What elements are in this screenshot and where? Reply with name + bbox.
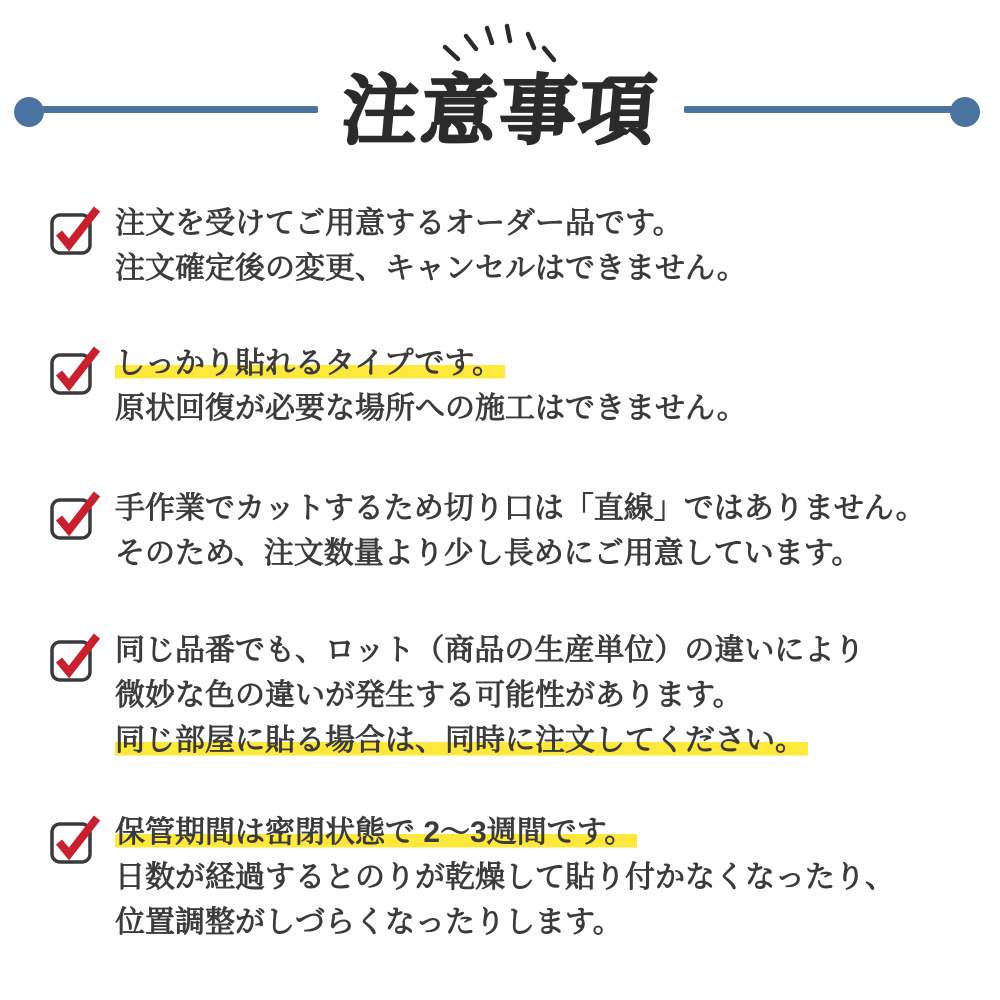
checkbox-checked-icon — [48, 489, 102, 541]
note-lines — [115, 486, 985, 576]
note-line: 同じ品番でも、ロット（商品の生産単位）の違いにより — [115, 634, 865, 667]
divider-dot-right — [950, 97, 980, 127]
note-item — [48, 201, 985, 291]
burst-rays-icon — [428, 18, 568, 66]
note-line: 微妙な色の違いが発生する可能性があります。 — [115, 679, 743, 712]
note-line: 手作業でカットするため切り口は「直線」ではありません。 — [115, 492, 926, 525]
note-line-highlighted: しっかり貼れるタイプです。 — [115, 347, 505, 380]
note-item — [48, 810, 985, 945]
note-lines — [115, 810, 985, 945]
note-line: 原状回復が必要な場所への施工はできません。 — [115, 392, 747, 425]
note-item — [48, 341, 985, 431]
note-line: 日数が経過するとのりが乾燥して貼り付かなくなったり、 — [115, 861, 895, 894]
note-item — [48, 486, 985, 576]
page-title: 注意事項 — [338, 69, 662, 154]
note-line: 注文確定後の変更、キャンセルはできません。 — [115, 252, 747, 285]
note-lines — [115, 201, 985, 291]
note-line: そのため、注文数量より少し長めにご用意しています。 — [115, 537, 862, 570]
checkbox-checked-icon — [48, 204, 102, 256]
checkbox-checked-icon — [48, 631, 102, 683]
note-lines — [115, 628, 985, 763]
note-line-highlighted: 同じ部屋に貼る場合は、同時に注文してください。 — [115, 724, 808, 757]
note-line: 位置調整がしづらくなったりします。 — [115, 906, 623, 939]
checkbox-checked-icon — [48, 813, 102, 865]
note-line-highlighted: 保管期間は密閉状態で 2〜3週間です。 — [115, 816, 637, 849]
note-lines — [115, 341, 985, 431]
note-line: 注文を受けてご用意するオーダー品です。 — [115, 207, 683, 240]
checkbox-checked-icon — [48, 344, 102, 396]
divider-line-right — [684, 106, 965, 113]
note-item — [48, 628, 985, 763]
